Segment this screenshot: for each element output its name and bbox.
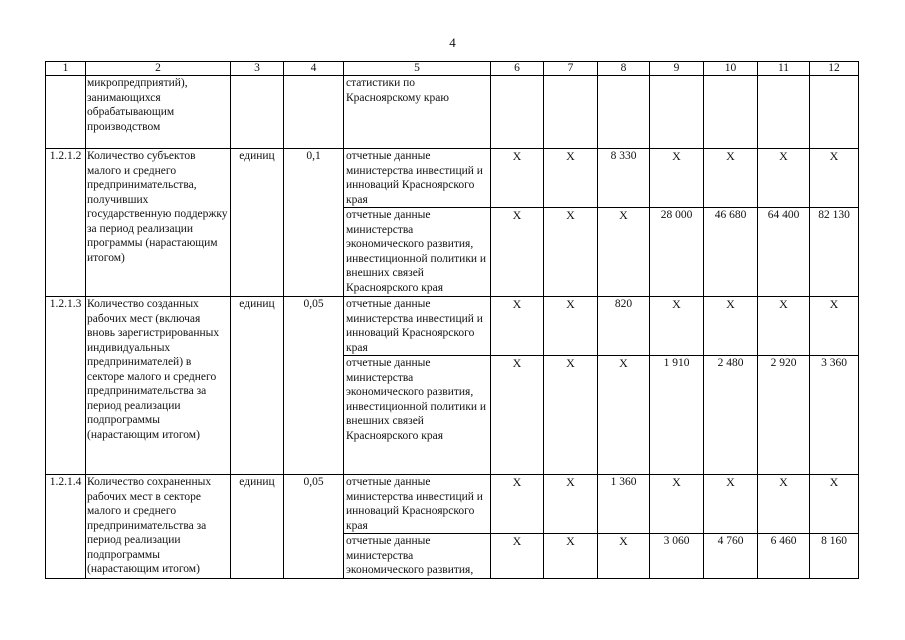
value-cell bbox=[704, 76, 758, 149]
column-number: 11 bbox=[758, 62, 810, 76]
column-number: 9 bbox=[650, 62, 704, 76]
value-cell: Х bbox=[810, 149, 859, 208]
indicator-code bbox=[46, 76, 86, 149]
value-cell: Х bbox=[704, 297, 758, 356]
column-number: 6 bbox=[491, 62, 544, 76]
value-cell: Х bbox=[598, 356, 650, 475]
indicator-name: Количество сохраненных рабочих мест в секторе малого и среднего предпринимательства за период реализации подпрограммы (нарастающим итогом) bbox=[86, 475, 231, 579]
value-cell bbox=[810, 76, 859, 149]
value-cell: Х bbox=[758, 149, 810, 208]
data-source: статистики по Красноярскому краю bbox=[344, 76, 491, 149]
data-source: отчетные данные министерства инвестиций и инноваций Красноярского края bbox=[344, 297, 491, 356]
column-number: 10 bbox=[704, 62, 758, 76]
column-number: 1 bbox=[46, 62, 86, 76]
value-cell: Х bbox=[544, 208, 598, 297]
value-cell bbox=[544, 76, 598, 149]
value-cell: Х bbox=[650, 149, 704, 208]
value-cell: Х bbox=[491, 297, 544, 356]
value-cell bbox=[598, 76, 650, 149]
indicator-unit: единиц bbox=[231, 149, 284, 297]
indicator-code: 1.2.1.3 bbox=[46, 297, 86, 475]
value-cell: Х bbox=[491, 356, 544, 475]
value-cell: 3 060 bbox=[650, 534, 704, 579]
indicator-unit: единиц bbox=[231, 475, 284, 579]
value-cell: 4 760 bbox=[704, 534, 758, 579]
value-cell: Х bbox=[704, 475, 758, 534]
indicator-weight: 0,05 bbox=[284, 475, 344, 579]
indicators-table bbox=[45, 61, 859, 579]
value-cell: Х bbox=[491, 534, 544, 579]
value-cell: Х bbox=[491, 475, 544, 534]
column-number: 5 bbox=[344, 62, 491, 76]
value-cell: Х bbox=[758, 297, 810, 356]
table-row bbox=[46, 297, 859, 356]
value-cell: Х bbox=[758, 475, 810, 534]
indicator-code: 1.2.1.4 bbox=[46, 475, 86, 579]
value-cell: 28 000 bbox=[650, 208, 704, 297]
value-cell: 1 360 bbox=[598, 475, 650, 534]
table-row bbox=[46, 475, 859, 534]
value-cell: Х bbox=[598, 208, 650, 297]
column-number: 8 bbox=[598, 62, 650, 76]
indicator-weight bbox=[284, 76, 344, 149]
value-cell: Х bbox=[544, 475, 598, 534]
value-cell: Х bbox=[650, 475, 704, 534]
value-cell: 820 bbox=[598, 297, 650, 356]
column-number: 4 bbox=[284, 62, 344, 76]
column-number: 12 bbox=[810, 62, 859, 76]
value-cell: 1 910 bbox=[650, 356, 704, 475]
indicator-name: Количество субъектов малого и среднего предпринимательства, получивших государственную поддержку за период реализации программы (нарастающим итогом) bbox=[86, 149, 231, 297]
value-cell: 46 680 bbox=[704, 208, 758, 297]
value-cell: 6 460 bbox=[758, 534, 810, 579]
indicator-name: Количество созданных рабочих мест (включая вновь зарегистрированных индивидуальных предпринимателей) в секторе малого и среднего предпринимательства за период реализации подпрограммы (нарастающим итогом) bbox=[86, 297, 231, 475]
column-number: 7 bbox=[544, 62, 598, 76]
column-number: 2 bbox=[86, 62, 231, 76]
value-cell: Х bbox=[491, 208, 544, 297]
indicator-code: 1.2.1.2 bbox=[46, 149, 86, 297]
page-number: 4 bbox=[449, 35, 456, 50]
table-row bbox=[46, 76, 859, 149]
indicator-weight: 0,05 bbox=[284, 297, 344, 475]
value-cell: 8 160 bbox=[810, 534, 859, 579]
value-cell: Х bbox=[491, 149, 544, 208]
value-cell: 64 400 bbox=[758, 208, 810, 297]
table-row bbox=[46, 149, 859, 208]
value-cell: Х bbox=[544, 356, 598, 475]
data-source: отчетные данные министерства экономического развития, инвестиционной политики и внешних связей Красноярского края bbox=[344, 208, 491, 297]
value-cell: Х bbox=[704, 149, 758, 208]
value-cell: 3 360 bbox=[810, 356, 859, 475]
value-cell: Х bbox=[810, 475, 859, 534]
column-number: 3 bbox=[231, 62, 284, 76]
indicator-weight: 0,1 bbox=[284, 149, 344, 297]
value-cell: Х bbox=[544, 534, 598, 579]
value-cell: 82 130 bbox=[810, 208, 859, 297]
value-cell bbox=[758, 76, 810, 149]
indicator-name: микропредприятий), занимающихся обрабатывающим производством bbox=[86, 76, 231, 149]
value-cell bbox=[650, 76, 704, 149]
data-source: отчетные данные министерства инвестиций и инноваций Красноярского края bbox=[344, 475, 491, 534]
data-source: отчетные данные министерства инвестиций и инноваций Красноярского края bbox=[344, 149, 491, 208]
value-cell: Х bbox=[650, 297, 704, 356]
value-cell: Х bbox=[544, 149, 598, 208]
value-cell: Х bbox=[598, 534, 650, 579]
data-source: отчетные данные министерства экономического развития, bbox=[344, 534, 491, 579]
value-cell: Х bbox=[810, 297, 859, 356]
value-cell: 8 330 bbox=[598, 149, 650, 208]
value-cell bbox=[491, 76, 544, 149]
column-number-row bbox=[46, 62, 859, 76]
value-cell: Х bbox=[544, 297, 598, 356]
indicator-unit: единиц bbox=[231, 297, 284, 475]
value-cell: 2 920 bbox=[758, 356, 810, 475]
data-source: отчетные данные министерства экономического развития, инвестиционной политики и внешних связей Красноярского края bbox=[344, 356, 491, 475]
value-cell: 2 480 bbox=[704, 356, 758, 475]
indicator-unit bbox=[231, 76, 284, 149]
